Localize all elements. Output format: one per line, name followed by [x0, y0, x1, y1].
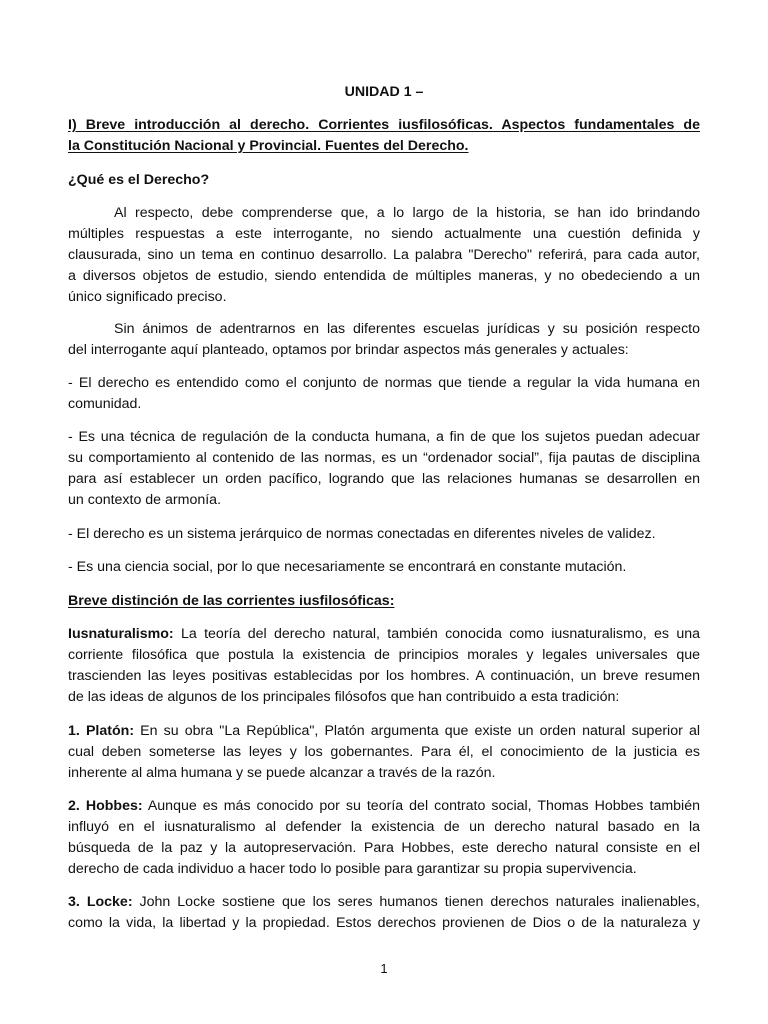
- paragraph-line: [68, 796, 700, 817]
- term-text: La teoría del derecho natural, también conocida como iusnaturalismo, es una: [173, 626, 700, 642]
- paragraph-line: [68, 624, 700, 645]
- paragraph-line: corriente filosófica que postula la existencia de principios morales y legales universales que: [68, 647, 700, 663]
- philosopher-text: John Locke sostiene que los seres humanos tienen derechos naturales inalienables,: [132, 894, 700, 910]
- philosopher-text: Aunque es más conocido por su teoría del contrato social, Thomas Hobbes también: [142, 798, 700, 814]
- paragraph-line: derecho de cada individuo a hacer todo lo posible para garantizar su propia supervivencia.: [68, 861, 637, 877]
- philosopher-label: 3. Locke:: [68, 894, 133, 910]
- philosopher-label: 2. Hobbes:: [68, 798, 143, 814]
- paragraph-line: del interrogante aquí planteado, optamos por brindar aspectos más generales y actuales:: [68, 342, 629, 358]
- section-heading: Breve distinción de las corrientes iusfilosóficas:: [68, 593, 395, 609]
- paragraph-line: búsqueda de la paz y la autopreservación. Para Hobbes, este derecho natural consiste en el: [68, 840, 700, 856]
- bullet-line: su comportamiento al contenido de las normas, es un “ordenador social”, fija pautas de disciplina: [68, 450, 700, 466]
- paragraph-line: Sin ánimos de adentrarnos en las diferentes escuelas jurídicas y su posición respecto: [114, 321, 700, 337]
- subtitle-line-1: I) Breve introducción al derecho. Corrientes iusfilosóficas. Aspectos fundamentales de: [68, 117, 700, 133]
- bullet-line: comunidad.: [68, 396, 142, 412]
- unit-heading: UNIDAD 1 –: [344, 84, 424, 100]
- paragraph-line: [68, 721, 700, 742]
- document-page: [68, 0, 700, 1024]
- bullet-line: - El derecho es entendido como el conjunto de normas que tiende a regular la vida humana en: [68, 375, 700, 391]
- bullet-line: un contexto de armonía.: [68, 492, 222, 508]
- bullet-line: - Es una técnica de regulación de la conducta humana, a fin de que los sujetos puedan adecuar: [68, 429, 700, 445]
- paragraph-line: inherente al alma humana y se puede alcanzar a través de la razón.: [68, 765, 496, 781]
- paragraph-line: trascienden las leyes positivas establecidas por los hombres. A continuación, un breve resumen: [68, 668, 700, 684]
- paragraph-line: a diversos objetos de estudio, siendo entendida de múltiples maneras, y no obedeciendo a un: [68, 268, 700, 284]
- subtitle-line-2: la Constitución Nacional y Provincial. Fuentes del Derecho.: [68, 138, 469, 154]
- paragraph-line: [68, 892, 700, 913]
- paragraph-line: Al respecto, debe comprenderse que, a lo largo de la historia, se han ido brindando: [114, 205, 700, 221]
- paragraph-line: de las ideas de algunos de los principales filósofos que han contribuido a esta tradición:: [68, 689, 620, 705]
- paragraph-line: múltiples respuestas a este interrogante, no siendo actualmente una cuestión definida y: [68, 226, 700, 242]
- page-number: 1: [380, 961, 388, 976]
- bullet-line: - El derecho es un sistema jerárquico de normas conectadas en diferentes niveles de validez.: [68, 526, 656, 542]
- term-label: Iusnaturalismo:: [68, 626, 174, 642]
- paragraph-line: como la vida, la libertad y la propiedad. Estos derechos provienen de Dios o de la naturaleza y: [68, 915, 700, 931]
- bullet-line: para así establecer un orden pacífico, logrando que las relaciones humanas se desarrollen en: [68, 471, 700, 487]
- question-heading: ¿Qué es el Derecho?: [68, 172, 210, 188]
- paragraph-line: único significado preciso.: [68, 289, 227, 305]
- bullet-line: - Es una ciencia social, por lo que necesariamente se encontrará en constante mutación.: [68, 559, 627, 575]
- paragraph-line: clausurada, sino un tema en continuo desarrollo. La palabra "Derecho" referirá, para cada autor,: [68, 247, 700, 263]
- paragraph-line: influyó en el iusnaturalismo al defender la existencia de un derecho natural basado en la: [68, 819, 700, 835]
- philosopher-text: En su obra "La República", Platón argumenta que existe un orden natural superior al: [134, 723, 700, 739]
- paragraph-line: cual deben someterse las leyes y los gobernantes. Para él, el conocimiento de la justicia es: [68, 744, 700, 760]
- philosopher-label: 1. Platón:: [68, 723, 135, 739]
